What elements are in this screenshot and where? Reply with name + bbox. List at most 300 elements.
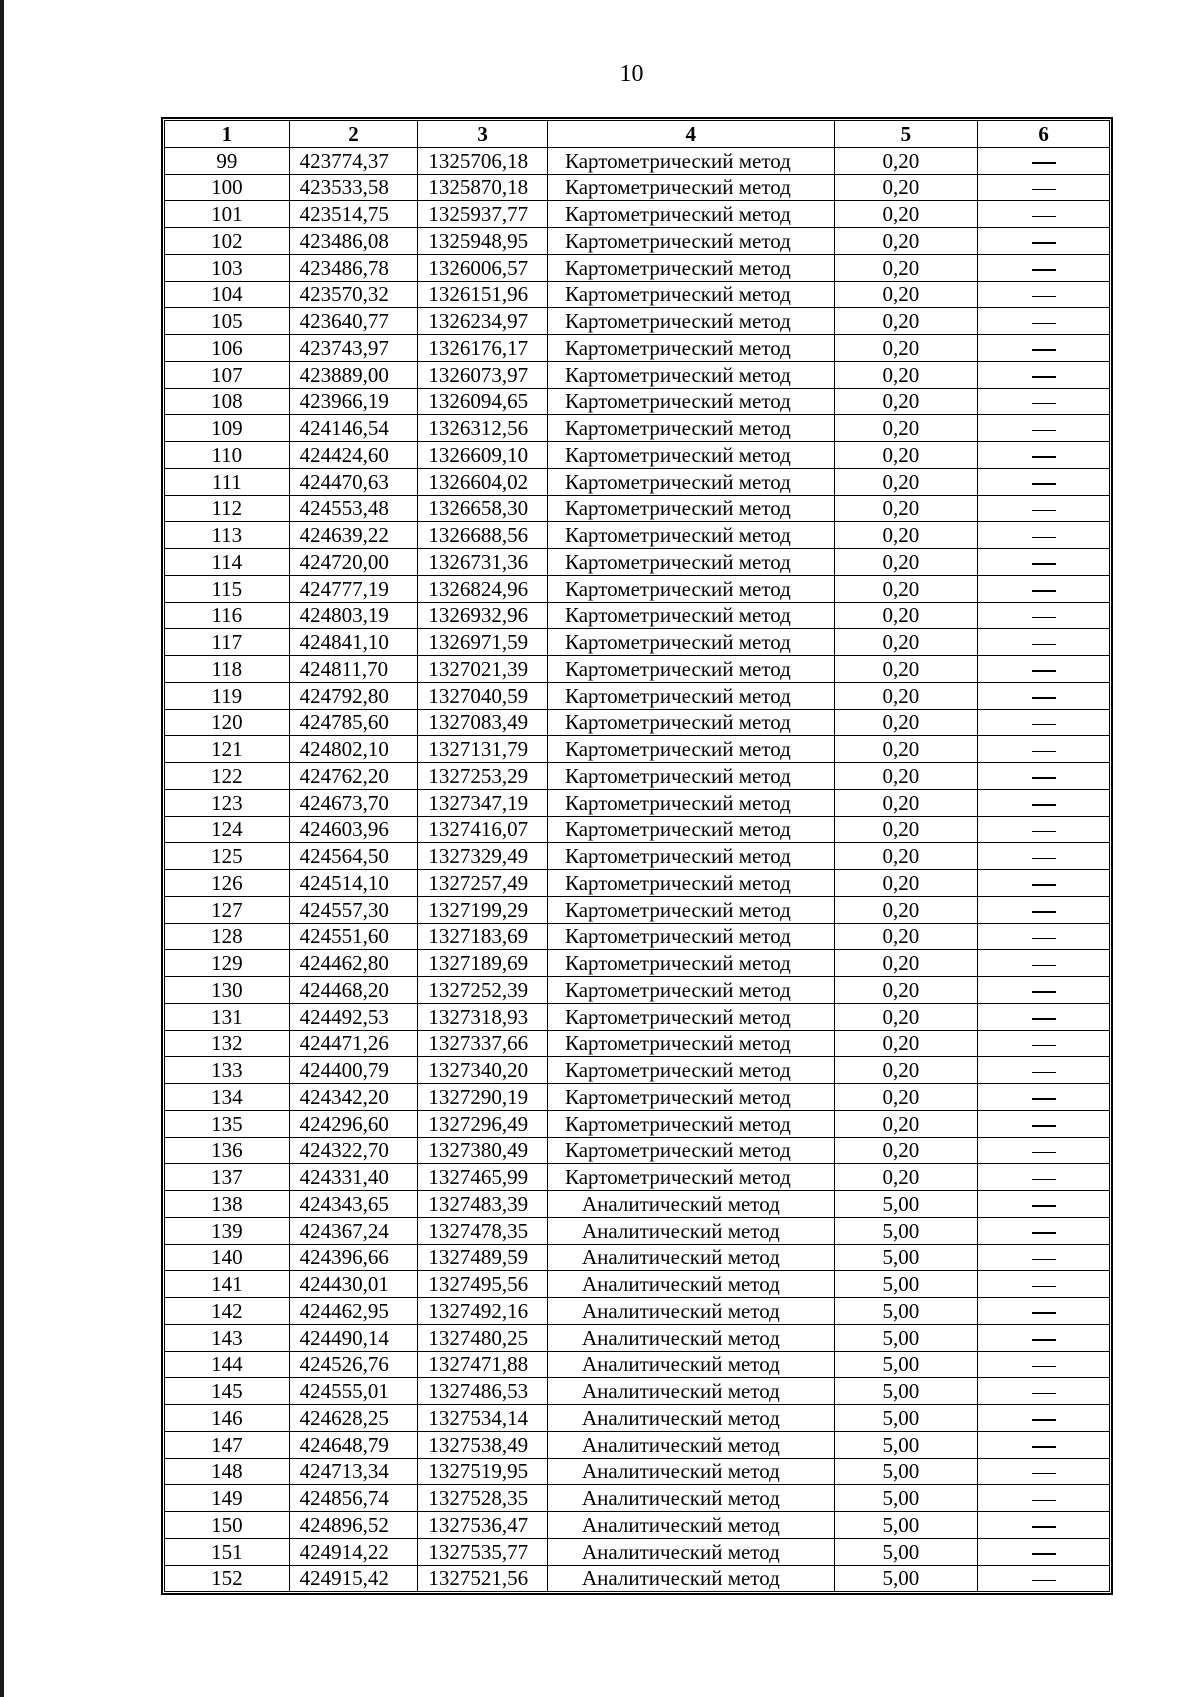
dash-mark — [1032, 403, 1056, 405]
header-col-6: 6 — [978, 121, 1110, 148]
dash-mark — [1032, 804, 1056, 806]
cell-coordinate-x: 424424,60 — [289, 442, 418, 469]
cell-coordinate-x: 424603,96 — [289, 816, 418, 843]
cell-coordinate-y: 1327534,14 — [418, 1405, 548, 1432]
dash-mark — [1032, 831, 1056, 833]
table-row — [165, 442, 1110, 469]
cell-point-number: 131 — [165, 1003, 290, 1030]
cell-point-number: 134 — [165, 1084, 290, 1111]
cell-method: Картометрический метод — [548, 896, 835, 923]
cell-accuracy: 0,20 — [834, 923, 978, 950]
cell-method: Картометрический метод — [548, 870, 835, 897]
cell-note — [978, 1137, 1110, 1164]
cell-note — [978, 201, 1110, 228]
coordinates-table-frame — [161, 117, 1113, 1595]
cell-note — [978, 415, 1110, 442]
page-edge-line — [0, 0, 4, 1697]
cell-accuracy: 0,20 — [834, 468, 978, 495]
cell-coordinate-x: 424557,30 — [289, 896, 418, 923]
cell-coordinate-x: 424468,20 — [289, 977, 418, 1004]
cell-coordinate-y: 1326932,96 — [418, 602, 548, 629]
cell-coordinate-y: 1327021,39 — [418, 656, 548, 683]
cell-accuracy: 0,20 — [834, 709, 978, 736]
cell-coordinate-y: 1326688,56 — [418, 522, 548, 549]
cell-coordinate-x: 423533,58 — [289, 174, 418, 201]
dash-mark — [1032, 724, 1056, 726]
cell-point-number: 125 — [165, 843, 290, 870]
cell-note — [978, 1217, 1110, 1244]
cell-point-number: 133 — [165, 1057, 290, 1084]
dash-mark — [1032, 189, 1056, 191]
cell-note — [978, 1324, 1110, 1351]
cell-coordinate-x: 424367,24 — [289, 1217, 418, 1244]
cell-accuracy: 5,00 — [834, 1538, 978, 1565]
cell-coordinate-y: 1327189,69 — [418, 950, 548, 977]
cell-note — [978, 1030, 1110, 1057]
cell-coordinate-y: 1325937,77 — [418, 201, 548, 228]
cell-coordinate-y: 1327492,16 — [418, 1298, 548, 1325]
cell-note — [978, 1431, 1110, 1458]
cell-point-number: 104 — [165, 281, 290, 308]
cell-note — [978, 388, 1110, 415]
cell-method: Аналитический метод — [548, 1217, 835, 1244]
table-body — [165, 147, 1110, 1592]
cell-coordinate-y: 1327257,49 — [418, 870, 548, 897]
cell-accuracy: 5,00 — [834, 1405, 978, 1432]
cell-accuracy: 0,20 — [834, 1057, 978, 1084]
table-row — [165, 1271, 1110, 1298]
cell-coordinate-x: 424430,01 — [289, 1271, 418, 1298]
table-row — [165, 1030, 1110, 1057]
cell-coordinate-y: 1327347,19 — [418, 789, 548, 816]
cell-point-number: 145 — [165, 1378, 290, 1405]
cell-coordinate-x: 424470,63 — [289, 468, 418, 495]
cell-coordinate-y: 1326312,56 — [418, 415, 548, 442]
cell-method: Картометрический метод — [548, 816, 835, 843]
cell-point-number: 142 — [165, 1298, 290, 1325]
table-row — [165, 1512, 1110, 1539]
cell-note — [978, 1378, 1110, 1405]
table-row — [165, 1565, 1110, 1592]
cell-method: Картометрический метод — [548, 923, 835, 950]
cell-method: Картометрический метод — [548, 1003, 835, 1030]
cell-coordinate-x: 424762,20 — [289, 763, 418, 790]
cell-note — [978, 602, 1110, 629]
dash-mark — [1032, 1393, 1056, 1395]
cell-note — [978, 1538, 1110, 1565]
table-row — [165, 816, 1110, 843]
table-row — [165, 254, 1110, 281]
header-col-5: 5 — [834, 121, 978, 148]
table-row — [165, 1538, 1110, 1565]
cell-accuracy: 0,20 — [834, 254, 978, 281]
dash-mark — [1032, 1232, 1056, 1234]
dash-mark — [1032, 1312, 1056, 1314]
cell-method: Картометрический метод — [548, 468, 835, 495]
cell-coordinate-x: 424856,74 — [289, 1485, 418, 1512]
cell-accuracy: 0,20 — [834, 870, 978, 897]
cell-coordinate-x: 424553,48 — [289, 495, 418, 522]
cell-method: Картометрический метод — [548, 228, 835, 255]
cell-coordinate-x: 424492,53 — [289, 1003, 418, 1030]
cell-method: Картометрический метод — [548, 575, 835, 602]
header-col-1: 1 — [165, 121, 290, 148]
cell-method: Картометрический метод — [548, 656, 835, 683]
cell-note — [978, 1565, 1110, 1592]
cell-coordinate-x: 424713,34 — [289, 1458, 418, 1485]
cell-coordinate-x: 424785,60 — [289, 709, 418, 736]
cell-point-number: 146 — [165, 1405, 290, 1432]
table-row — [165, 789, 1110, 816]
cell-note — [978, 1351, 1110, 1378]
cell-point-number: 132 — [165, 1030, 290, 1057]
cell-coordinate-x: 423966,19 — [289, 388, 418, 415]
table-row — [165, 1110, 1110, 1137]
cell-note — [978, 1271, 1110, 1298]
cell-note — [978, 1485, 1110, 1512]
cell-method: Картометрический метод — [548, 442, 835, 469]
cell-coordinate-x: 424471,26 — [289, 1030, 418, 1057]
cell-method: Аналитический метод — [548, 1191, 835, 1218]
cell-point-number: 106 — [165, 335, 290, 362]
table-row — [165, 1084, 1110, 1111]
cell-accuracy: 5,00 — [834, 1244, 978, 1271]
cell-accuracy: 0,20 — [834, 495, 978, 522]
dash-mark — [1032, 242, 1056, 244]
header-col-2: 2 — [289, 121, 418, 148]
table-row — [165, 1191, 1110, 1218]
cell-point-number: 100 — [165, 174, 290, 201]
table-row — [165, 468, 1110, 495]
cell-note — [978, 950, 1110, 977]
cell-accuracy: 5,00 — [834, 1191, 978, 1218]
dash-mark — [1032, 1580, 1056, 1582]
dash-mark — [1032, 483, 1056, 485]
table-row — [165, 1217, 1110, 1244]
cell-accuracy: 0,20 — [834, 977, 978, 1004]
cell-coordinate-y: 1327519,95 — [418, 1458, 548, 1485]
cell-accuracy: 0,20 — [834, 896, 978, 923]
table-row — [165, 1003, 1110, 1030]
table-row — [165, 629, 1110, 656]
cell-coordinate-y: 1327536,47 — [418, 1512, 548, 1539]
cell-coordinate-y: 1325706,18 — [418, 147, 548, 174]
cell-accuracy: 5,00 — [834, 1485, 978, 1512]
cell-method: Картометрический метод — [548, 629, 835, 656]
header-col-3: 3 — [418, 121, 548, 148]
cell-note — [978, 977, 1110, 1004]
cell-coordinate-y: 1327483,39 — [418, 1191, 548, 1218]
cell-coordinate-x: 424400,79 — [289, 1057, 418, 1084]
dash-mark — [1032, 1179, 1056, 1181]
cell-coordinate-y: 1326176,17 — [418, 335, 548, 362]
table-row — [165, 1458, 1110, 1485]
table-row — [165, 709, 1110, 736]
cell-note — [978, 1110, 1110, 1137]
table-row — [165, 228, 1110, 255]
table-row — [165, 1164, 1110, 1191]
cell-point-number: 119 — [165, 682, 290, 709]
cell-note — [978, 174, 1110, 201]
cell-method: Аналитический метод — [548, 1485, 835, 1512]
cell-accuracy: 0,20 — [834, 1164, 978, 1191]
cell-accuracy: 0,20 — [834, 1137, 978, 1164]
table-row — [165, 201, 1110, 228]
cell-accuracy: 0,20 — [834, 602, 978, 629]
cell-coordinate-y: 1327535,77 — [418, 1538, 548, 1565]
cell-accuracy: 0,20 — [834, 789, 978, 816]
cell-note — [978, 1057, 1110, 1084]
cell-coordinate-x: 424792,80 — [289, 682, 418, 709]
cell-note — [978, 923, 1110, 950]
dash-mark — [1032, 884, 1056, 886]
header-col-4: 4 — [548, 121, 835, 148]
cell-point-number: 123 — [165, 789, 290, 816]
cell-point-number: 128 — [165, 923, 290, 950]
cell-accuracy: 0,20 — [834, 1084, 978, 1111]
dash-mark — [1032, 938, 1056, 940]
cell-accuracy: 0,20 — [834, 549, 978, 576]
cell-coordinate-y: 1326073,97 — [418, 361, 548, 388]
cell-point-number: 150 — [165, 1512, 290, 1539]
cell-note — [978, 736, 1110, 763]
cell-method: Аналитический метод — [548, 1324, 835, 1351]
cell-note — [978, 308, 1110, 335]
table-row — [165, 575, 1110, 602]
cell-note — [978, 1405, 1110, 1432]
dash-mark — [1032, 697, 1056, 699]
dash-mark — [1032, 991, 1056, 993]
cell-point-number: 126 — [165, 870, 290, 897]
cell-accuracy: 0,20 — [834, 736, 978, 763]
cell-accuracy: 5,00 — [834, 1217, 978, 1244]
cell-coordinate-y: 1326234,97 — [418, 308, 548, 335]
table-row — [165, 147, 1110, 174]
cell-method: Аналитический метод — [548, 1271, 835, 1298]
cell-accuracy: 0,20 — [834, 201, 978, 228]
cell-point-number: 102 — [165, 228, 290, 255]
table-row — [165, 1405, 1110, 1432]
dash-mark — [1032, 1286, 1056, 1288]
cell-point-number: 139 — [165, 1217, 290, 1244]
cell-method: Картометрический метод — [548, 281, 835, 308]
cell-method: Аналитический метод — [548, 1378, 835, 1405]
table-row — [165, 1298, 1110, 1325]
cell-accuracy: 0,20 — [834, 442, 978, 469]
cell-method: Картометрический метод — [548, 1030, 835, 1057]
table-row — [165, 549, 1110, 576]
cell-method: Картометрический метод — [548, 549, 835, 576]
dash-mark — [1032, 1473, 1056, 1475]
table-row — [165, 335, 1110, 362]
cell-method: Аналитический метод — [548, 1538, 835, 1565]
table-row — [165, 174, 1110, 201]
coordinates-table — [164, 120, 1110, 1592]
cell-coordinate-y: 1326731,36 — [418, 549, 548, 576]
table-row — [165, 1431, 1110, 1458]
cell-coordinate-y: 1327471,88 — [418, 1351, 548, 1378]
cell-coordinate-y: 1326604,02 — [418, 468, 548, 495]
dash-mark — [1032, 751, 1056, 753]
cell-coordinate-y: 1327083,49 — [418, 709, 548, 736]
cell-coordinate-y: 1325870,18 — [418, 174, 548, 201]
cell-coordinate-y: 1327253,29 — [418, 763, 548, 790]
cell-method: Аналитический метод — [548, 1431, 835, 1458]
cell-coordinate-x: 424342,20 — [289, 1084, 418, 1111]
cell-coordinate-x: 423774,37 — [289, 147, 418, 174]
cell-coordinate-y: 1327489,59 — [418, 1244, 548, 1271]
cell-coordinate-x: 424648,79 — [289, 1431, 418, 1458]
cell-coordinate-y: 1327340,20 — [418, 1057, 548, 1084]
table-row — [165, 1485, 1110, 1512]
cell-coordinate-x: 424896,52 — [289, 1512, 418, 1539]
table-row — [165, 950, 1110, 977]
dash-mark — [1032, 1446, 1056, 1448]
dash-mark — [1032, 1366, 1056, 1368]
table-header-row — [165, 121, 1110, 148]
cell-note — [978, 1191, 1110, 1218]
cell-point-number: 124 — [165, 816, 290, 843]
dash-mark — [1032, 617, 1056, 619]
cell-point-number: 111 — [165, 468, 290, 495]
cell-note — [978, 1512, 1110, 1539]
cell-accuracy: 5,00 — [834, 1271, 978, 1298]
cell-coordinate-y: 1327521,56 — [418, 1565, 548, 1592]
cell-coordinate-x: 424673,70 — [289, 789, 418, 816]
cell-method: Аналитический метод — [548, 1244, 835, 1271]
dash-mark — [1032, 1553, 1056, 1555]
cell-coordinate-y: 1326824,96 — [418, 575, 548, 602]
dash-mark — [1032, 858, 1056, 860]
table-row — [165, 870, 1110, 897]
cell-accuracy: 0,20 — [834, 361, 978, 388]
table-row — [165, 388, 1110, 415]
cell-method: Картометрический метод — [548, 1164, 835, 1191]
cell-accuracy: 0,20 — [834, 388, 978, 415]
cell-accuracy: 0,20 — [834, 682, 978, 709]
cell-point-number: 147 — [165, 1431, 290, 1458]
cell-accuracy: 0,20 — [834, 1030, 978, 1057]
table-row — [165, 308, 1110, 335]
cell-coordinate-x: 424811,70 — [289, 656, 418, 683]
cell-coordinate-x: 424343,65 — [289, 1191, 418, 1218]
cell-note — [978, 549, 1110, 576]
dash-mark — [1032, 349, 1056, 351]
cell-method: Картометрический метод — [548, 1137, 835, 1164]
cell-method: Картометрический метод — [548, 201, 835, 228]
cell-point-number: 118 — [165, 656, 290, 683]
cell-point-number: 136 — [165, 1137, 290, 1164]
cell-coordinate-y: 1327296,49 — [418, 1110, 548, 1137]
dash-mark — [1032, 1125, 1056, 1127]
cell-method: Картометрический метод — [548, 254, 835, 281]
cell-point-number: 149 — [165, 1485, 290, 1512]
dash-mark — [1032, 1018, 1056, 1020]
dash-mark — [1032, 1072, 1056, 1074]
cell-method: Картометрический метод — [548, 522, 835, 549]
cell-method: Картометрический метод — [548, 147, 835, 174]
table-row — [165, 495, 1110, 522]
cell-accuracy: 0,20 — [834, 522, 978, 549]
cell-accuracy: 0,20 — [834, 228, 978, 255]
dash-mark — [1032, 537, 1056, 539]
cell-point-number: 116 — [165, 602, 290, 629]
cell-point-number: 138 — [165, 1191, 290, 1218]
dash-mark — [1032, 162, 1056, 164]
cell-point-number: 114 — [165, 549, 290, 576]
cell-coordinate-x: 424628,25 — [289, 1405, 418, 1432]
cell-note — [978, 281, 1110, 308]
cell-note — [978, 254, 1110, 281]
cell-accuracy: 0,20 — [834, 816, 978, 843]
cell-method: Картометрический метод — [548, 415, 835, 442]
cell-coordinate-x: 424720,00 — [289, 549, 418, 576]
cell-note — [978, 147, 1110, 174]
cell-accuracy: 5,00 — [834, 1512, 978, 1539]
cell-coordinate-x: 424514,10 — [289, 870, 418, 897]
dash-mark — [1032, 323, 1056, 325]
cell-coordinate-x: 423486,78 — [289, 254, 418, 281]
cell-accuracy: 5,00 — [834, 1378, 978, 1405]
cell-method: Картометрический метод — [548, 1084, 835, 1111]
table-row — [165, 1057, 1110, 1084]
cell-point-number: 109 — [165, 415, 290, 442]
cell-accuracy: 0,20 — [834, 950, 978, 977]
cell-coordinate-x: 423889,00 — [289, 361, 418, 388]
dash-mark — [1032, 563, 1056, 565]
cell-coordinate-y: 1327252,39 — [418, 977, 548, 1004]
cell-coordinate-x: 424146,54 — [289, 415, 418, 442]
cell-note — [978, 1164, 1110, 1191]
cell-coordinate-x: 424526,76 — [289, 1351, 418, 1378]
table-row — [165, 1378, 1110, 1405]
cell-coordinate-y: 1327329,49 — [418, 843, 548, 870]
cell-point-number: 105 — [165, 308, 290, 335]
cell-method: Картометрический метод — [548, 736, 835, 763]
cell-method: Картометрический метод — [548, 789, 835, 816]
cell-coordinate-x: 424322,70 — [289, 1137, 418, 1164]
table-row — [165, 415, 1110, 442]
cell-method: Картометрический метод — [548, 174, 835, 201]
cell-note — [978, 896, 1110, 923]
cell-method: Аналитический метод — [548, 1351, 835, 1378]
cell-note — [978, 1458, 1110, 1485]
cell-accuracy: 5,00 — [834, 1458, 978, 1485]
cell-point-number: 122 — [165, 763, 290, 790]
cell-note — [978, 522, 1110, 549]
dash-mark — [1032, 590, 1056, 592]
cell-coordinate-y: 1327486,53 — [418, 1378, 548, 1405]
table-row — [165, 896, 1110, 923]
table-row — [165, 1137, 1110, 1164]
cell-method: Картометрический метод — [548, 682, 835, 709]
cell-coordinate-y: 1327465,99 — [418, 1164, 548, 1191]
dash-mark — [1032, 1152, 1056, 1154]
dash-mark — [1032, 1500, 1056, 1502]
cell-coordinate-y: 1326609,10 — [418, 442, 548, 469]
cell-method: Картометрический метод — [548, 308, 835, 335]
table-row — [165, 763, 1110, 790]
cell-note — [978, 495, 1110, 522]
cell-coordinate-y: 1327478,35 — [418, 1217, 548, 1244]
table-row — [165, 656, 1110, 683]
cell-point-number: 130 — [165, 977, 290, 1004]
table-row — [165, 977, 1110, 1004]
dash-mark — [1032, 510, 1056, 512]
cell-point-number: 112 — [165, 495, 290, 522]
cell-note — [978, 468, 1110, 495]
cell-coordinate-x: 424915,42 — [289, 1565, 418, 1592]
